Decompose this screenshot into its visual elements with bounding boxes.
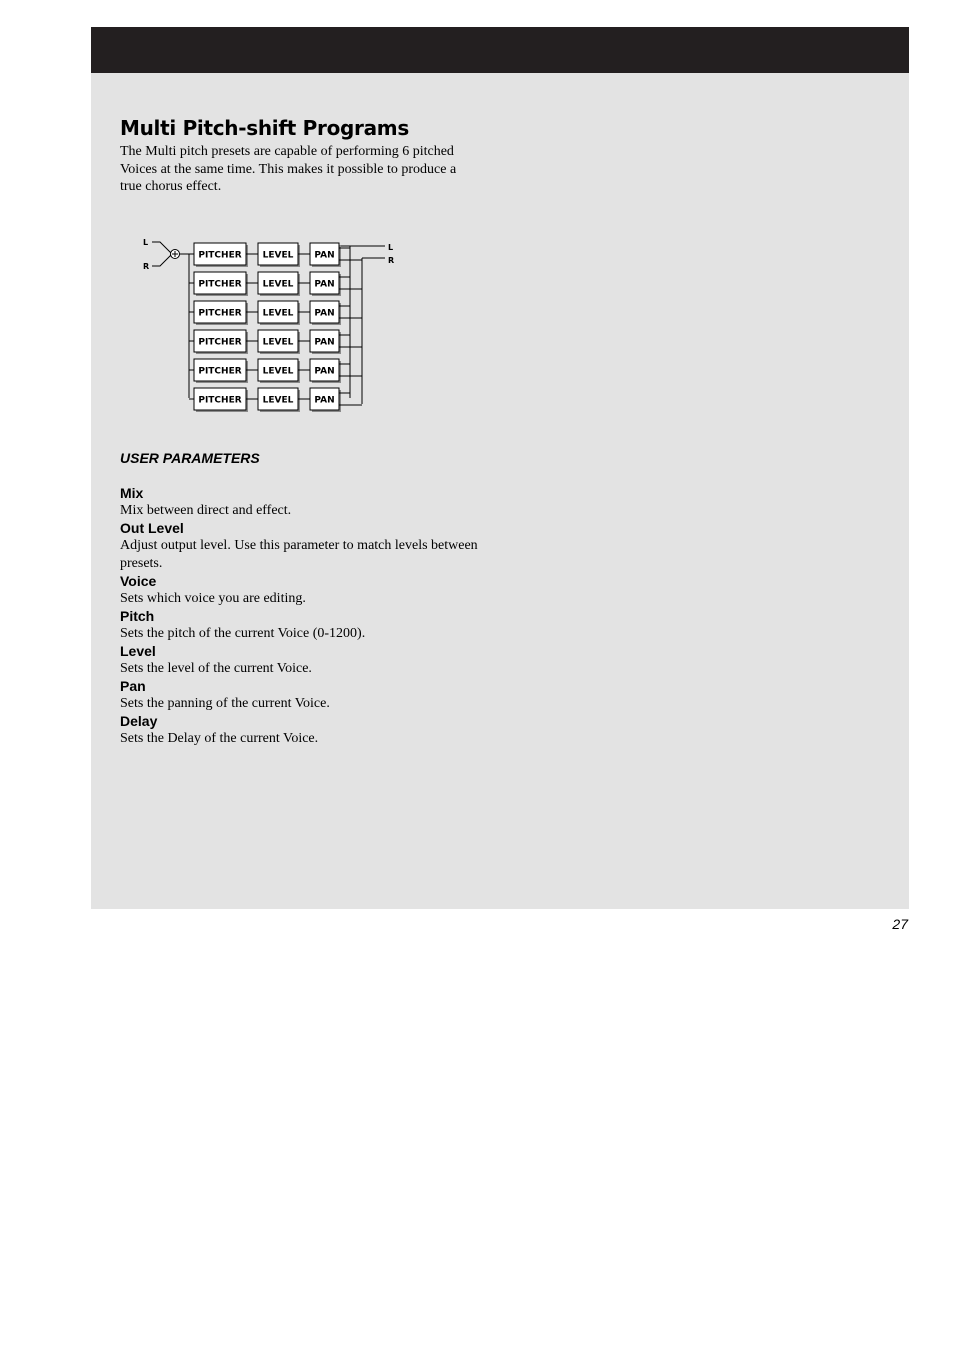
pitcher-label: PITCHER — [198, 250, 242, 261]
level-label: LEVEL — [262, 250, 294, 261]
level-label: LEVEL — [262, 337, 294, 348]
pan-label: PAN — [314, 366, 335, 377]
pan-label: PAN — [314, 337, 335, 348]
intro-paragraph: The Multi pitch presets are capable of performing 6 pitched Voices at the same time. This makes it possible to produce a true chorus effect. — [120, 144, 457, 194]
input-r-label: R — [143, 262, 150, 271]
level-label: LEVEL — [262, 308, 294, 319]
param-description: Sets which voice you are editing. — [120, 590, 306, 606]
param-description: Sets the Delay of the current Voice. — [120, 730, 319, 746]
param-name: Pan — [120, 677, 146, 694]
pitcher-label: PITCHER — [198, 279, 242, 290]
param-description: Sets the panning of the current Voice. — [120, 695, 330, 711]
param-description: Mix between direct and effect. — [120, 503, 292, 518]
input-r-line — [152, 255, 171, 266]
input-l-line — [152, 242, 171, 253]
param-description: Sets the pitch of the current Voice (0-1200). — [120, 625, 366, 641]
voice-chain — [189, 388, 362, 412]
output-l-label: L — [388, 243, 394, 252]
user-parameters-heading: USER PARAMETERS — [120, 450, 260, 466]
pitcher-label: PITCHER — [198, 366, 242, 377]
pan-label: PAN — [314, 250, 335, 261]
voice-chain — [189, 243, 362, 267]
input-l-label: L — [143, 238, 149, 247]
param-name: Out Level — [120, 520, 184, 536]
parameter-list — [120, 485, 480, 748]
header-bar — [91, 27, 909, 73]
voice-chain — [189, 330, 362, 354]
voice-chain — [189, 359, 362, 383]
signal-flow-diagram — [138, 234, 408, 419]
level-label: LEVEL — [262, 279, 294, 290]
param-name: Pitch — [120, 607, 155, 624]
page-number: 27 — [892, 916, 908, 932]
param-description: Adjust output level. Use this parameter to match levels between presets. — [120, 538, 478, 571]
param-name: Mix — [120, 485, 144, 501]
voice-chain — [189, 272, 362, 296]
level-label: LEVEL — [262, 395, 294, 406]
summing-node-icon — [171, 250, 180, 259]
param-name: Delay — [120, 712, 158, 729]
pitcher-label: PITCHER — [198, 308, 242, 319]
param-description: Sets the level of the current Voice. — [120, 660, 312, 676]
pitcher-label: PITCHER — [198, 395, 242, 406]
pan-label: PAN — [314, 279, 335, 290]
voice-chain — [189, 301, 362, 325]
pan-label: PAN — [314, 308, 335, 319]
pan-label: PAN — [314, 395, 335, 406]
level-label: LEVEL — [262, 366, 294, 377]
param-name: Level — [120, 642, 156, 659]
pitcher-label: PITCHER — [198, 337, 242, 348]
page-title: Multi Pitch-shift Programs — [120, 116, 409, 140]
param-name: Voice — [120, 572, 157, 589]
output-r-label: R — [388, 256, 395, 265]
